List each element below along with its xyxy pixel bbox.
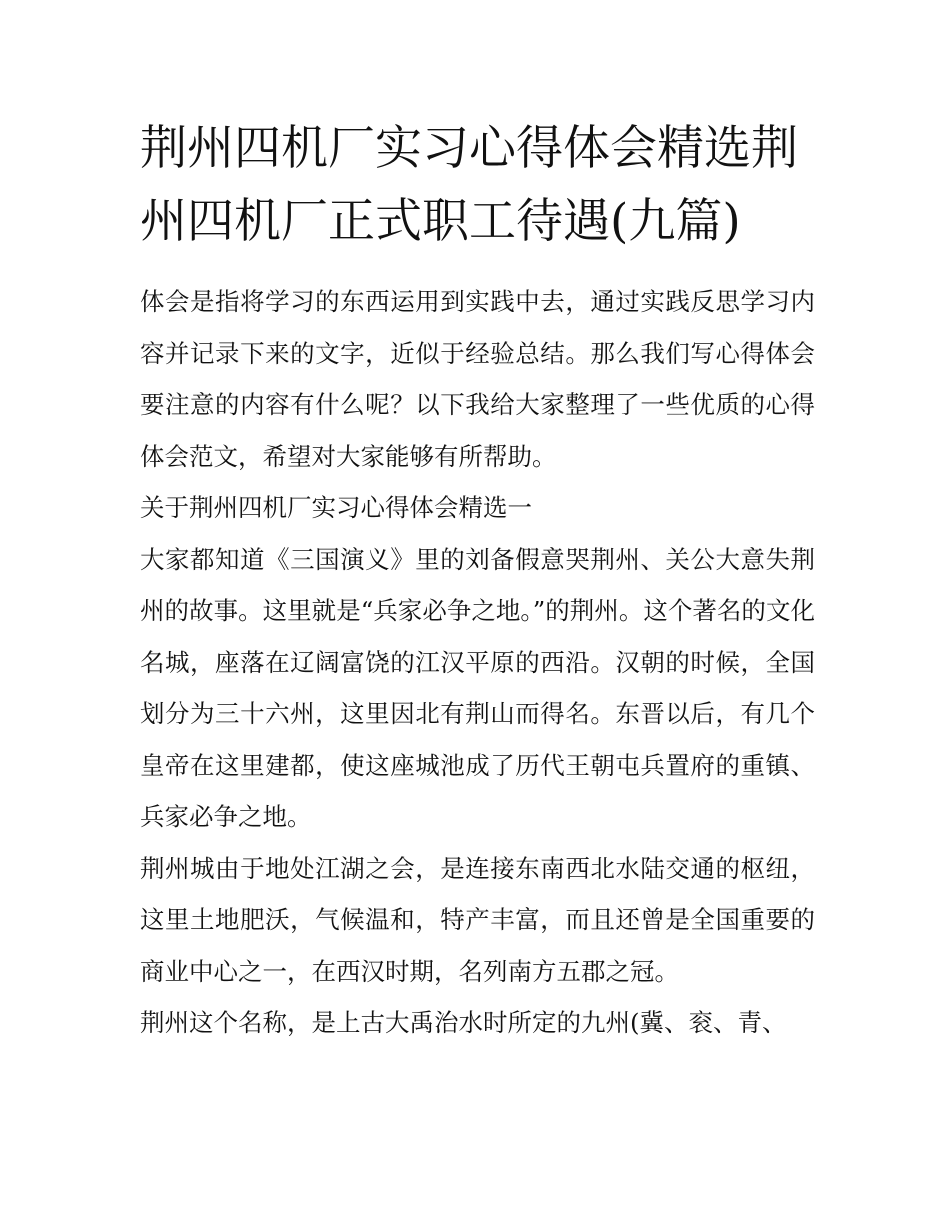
body-paragraph: 荆州这个名称，是上古大禹治水时所定的九州(冀、衮、青、	[140, 1008, 787, 1037]
intro-paragraph: 体会是指将学习的东西运用到实践中去，通过实践反思学习内容并记录下来的文字，近似于经验总结。那么我们写心得体会要注意的内容有什么呢？以下我给大家整理了一些优质的心得体会范文，希望对大家能够有所帮助。	[140, 287, 815, 471]
body-paragraph: 荆州城由于地处江湖之会，是连接东南西北水陆交通的枢纽，这里土地肥沃，气候温和，特产丰富，而且还曾是全国重要的商业中心之一，在西汉时期，名列南方五郡之冠。	[140, 853, 815, 986]
document-body	[140, 112, 815, 1049]
body-paragraph: 大家都知道《三国演义》里的刘备假意哭荆州、关公大意失荆州的故事。这里就是“兵家必争之地。”的荆州。这个著名的文化名城，座落在辽阔富饶的江汉平原的西沿。汉朝的时候，全国划分为三十六州，这里因北有荆山而得名。东晋以后，有几个皇帝在这里建都，使这座城池成了历代王朝屯兵置府的重镇、兵家必争之地。	[140, 544, 815, 831]
document-title: 荆州四机厂实习心得体会精选荆州四机厂正式职工待遇(九篇)	[140, 121, 798, 249]
section-heading: 关于荆州四机厂实习心得体会精选一	[140, 493, 532, 522]
